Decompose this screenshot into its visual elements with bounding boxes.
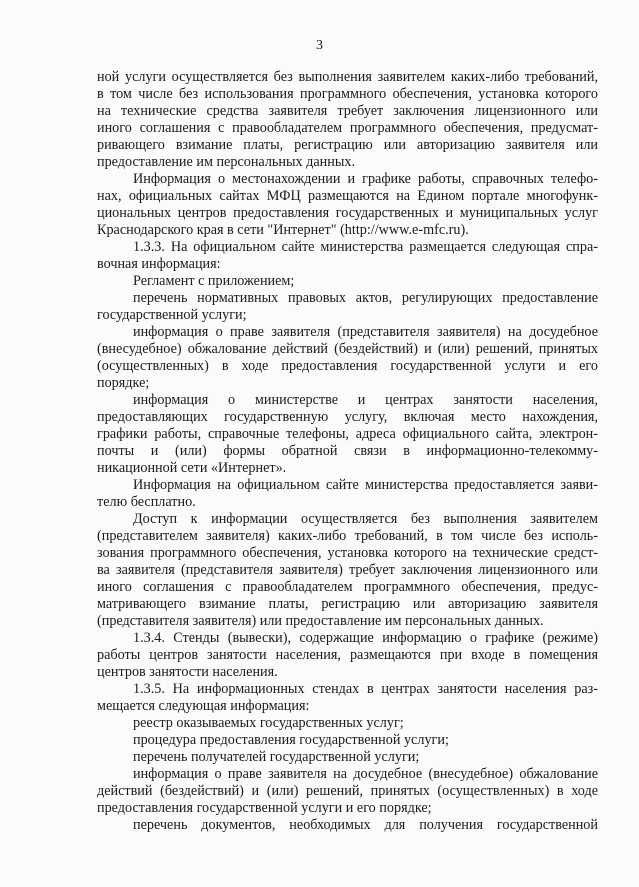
text-line: 1.3.3. На официальном сайте министерства размещается следующая спра- xyxy=(133,239,598,255)
text-line: почты и (или) формы обратной связи в информационно-телекомму- xyxy=(97,443,598,459)
text-line: перечень нормативных правовых актов, регулирующих предоставление xyxy=(133,290,598,306)
text-line: вочная информация: xyxy=(97,256,221,272)
text-line: никационной сети «Интернет». xyxy=(97,460,287,476)
text-line: Информация на официальном сайте министерства предоставляется заяви- xyxy=(133,477,598,493)
text-line: (представителем заявителя) каких-либо требований, в том числе без исполь- xyxy=(97,528,598,544)
text-line: графики работы, справочные телефоны, адреса официального сайта, электрон- xyxy=(97,426,598,442)
page-number: 3 xyxy=(316,38,323,53)
text-line: на технические средства заявителя требует заключения лицензионного или xyxy=(97,103,598,119)
text-line: матривающего взимание платы, регистрацию или авторизацию заявителя xyxy=(97,596,598,612)
text-line: работы центров занятости населения, размещаются при входе в помещения xyxy=(97,647,598,663)
text-line: нах, официальных сайтах МФЦ размещаются на Едином портале многофунк- xyxy=(97,188,598,204)
text-line: Регламент с приложением; xyxy=(133,273,295,289)
text-line: (внесудебное) обжалование действий (бездействий) и (или) решений, принятых xyxy=(97,341,598,357)
text-line: 1.3.5. На информационных стендах в центрах занятости населения раз- xyxy=(133,681,598,697)
text-line: предоставление им персональных данных. xyxy=(97,154,356,170)
text-line: иного соглашения с правообладателем программного обеспечения, предусмат- xyxy=(97,120,598,136)
text-line: предоставляющих государственную услугу, включая место нахождения, xyxy=(97,409,598,425)
text-line: перечень получателей государственной услуги; xyxy=(133,749,420,765)
text-line: информация о праве заявителя на досудебное (внесудебное) обжалование xyxy=(133,766,598,782)
text-line: реестр оказываемых государственных услуг; xyxy=(133,715,404,731)
text-line: Краснодарского края в сети "Интернет" (http://www.e-mfc.ru). xyxy=(97,222,469,238)
text-line: государственной услуги; xyxy=(97,307,247,323)
text-line: в том числе без использования программного обеспечения, установка которого xyxy=(97,86,598,102)
text-line: Информация о местонахождении и графике работы, справочных телефо- xyxy=(133,171,598,187)
text-line: перечень документов, необходимых для получения государственной xyxy=(133,817,598,833)
text-line: (представителя заявителя) или предоставление им персональных данных. xyxy=(97,613,544,629)
text-line: 1.3.4. Стенды (вывески), содержащие информацию о графике (режиме) xyxy=(133,630,598,646)
text-line: ной услуги осуществляется без выполнения заявителем каких-либо требований, xyxy=(97,69,598,85)
text-line: мещается следующая информация: xyxy=(97,698,310,714)
text-line: зования программного обеспечения, установка которого на технические средст- xyxy=(97,545,598,561)
document-body xyxy=(97,69,598,834)
text-line: действий (бездействий) и (или) решений, принятых (осуществленных) в ходе xyxy=(97,783,598,799)
text-line: циональных центров предоставления государственных и муниципальных услуг xyxy=(97,205,598,221)
text-line: процедура предоставления государственной услуги; xyxy=(133,732,449,748)
text-line: телю бесплатно. xyxy=(97,494,196,510)
text-line: иного соглашения с правообладателем программного обеспечения, предус- xyxy=(97,579,598,595)
text-line: информация о министерстве и центрах занятости населения, xyxy=(133,392,598,408)
text-line: Доступ к информации осуществляется без выполнения заявителем xyxy=(133,511,598,527)
text-line: центров занятости населения. xyxy=(97,664,278,680)
text-line: порядке; xyxy=(97,375,150,391)
text-line: предоставления государственной услуги и его порядке; xyxy=(97,800,432,816)
text-line: ва заявителя (представителя заявителя) требует заключения лицензионного или xyxy=(97,562,598,578)
text-line: (осуществленных) в ходе предоставления государственной услуги и его xyxy=(97,358,598,374)
text-line: ривающего взимание платы, регистрацию или авторизацию заявителя или xyxy=(97,137,598,153)
text-line: информация о праве заявителя (представителя заявителя) на досудебное xyxy=(133,324,598,340)
